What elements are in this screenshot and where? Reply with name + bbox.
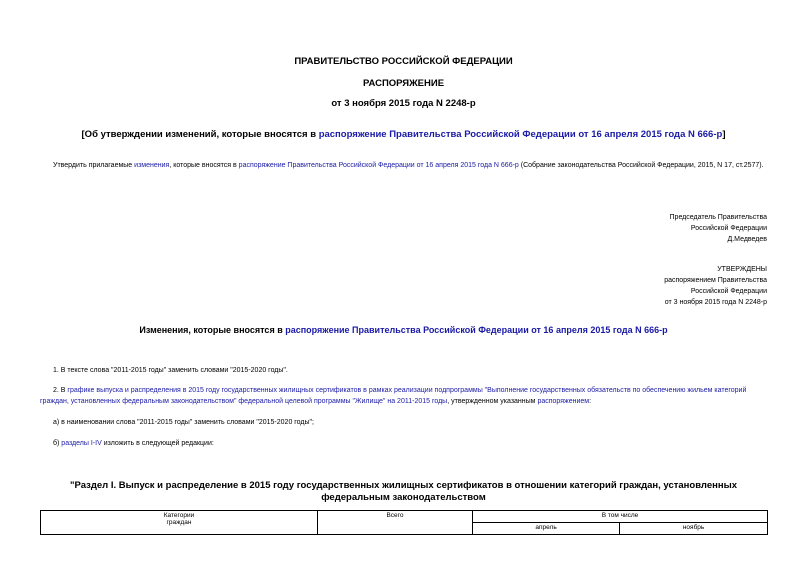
title-link[interactable]: распоряжение Правительства Российской Федерации от 16 апреля 2015 года N 666-р [318,129,723,140]
section-title: "Раздел I. Выпуск и распределение в 2015 году государственных жилищных сертификатов в отношении категорий граждан, установленных федеральным законодательством [70,480,737,503]
approved-block [664,264,767,308]
document-type: РАСПОРЯЖЕНИЕ [362,78,445,89]
item-b-text-2: изложить в следующей редакции: [101,440,214,447]
header-total: Всего [318,511,473,535]
approved-line-2: распоряжением Правительства [664,277,767,284]
item-b-link-sections[interactable]: разделы I-IV [61,440,102,447]
item-a: а) в наименовании слова "2011-2015 годы" заменить словами "2015-2020 годы"; [53,419,314,426]
header-categories [41,511,318,535]
approved-line-1: УТВЕРЖДЕНЫ [717,266,767,273]
header-november: ноябрь [620,523,768,535]
intro-link-changes[interactable]: изменения [134,162,170,169]
header-categories-line-1: Категории [163,512,195,519]
intro-text-1: Утвердить прилагаемые [53,162,135,169]
certificates-table [40,510,768,535]
changes-title-link[interactable]: распоряжение Правительства Российской Федерации от 16 апреля 2015 года N 666-р [285,325,668,335]
intro-paragraph [40,160,767,171]
item-2-text-1: 2. В [53,387,68,394]
signature-line-2: Российской Федерации [690,225,767,232]
government-heading: ПРАВИТЕЛЬСТВО РОССИЙСКОЙ ФЕДЕРАЦИИ [294,56,513,67]
item-b-text-1: б) [53,440,62,447]
item-b [40,438,767,449]
item-2-text-3: : [589,398,592,405]
header-april: апрель [473,523,620,535]
intro-text-2: , которые вносятся в [169,162,239,169]
item-2 [40,385,767,407]
signature-block [670,212,767,245]
title-prefix: [Об утверждении изменений, которые вносятся в [81,129,319,140]
document-title [0,129,807,140]
title-suffix: ] [722,129,726,140]
item-1: 1. В тексте слова "2011-2015 годы" заменить словами "2015-2020 годы". [53,367,288,374]
intro-link-order[interactable]: распоряжение Правительства Российской Федерации от 16 апреля 2015 года N 666-р [238,162,519,169]
approved-line-3: Российской Федерации [690,288,767,295]
approved-line-4: от 3 ноября 2015 года N 2248-р [664,299,767,306]
signature-line-1: Председатель Правительства [669,214,767,221]
signature-line-3: Д.Медведев [727,236,767,243]
changes-title-prefix: Изменения, которые вносятся в [139,325,286,335]
item-2-link-schedule[interactable]: графике выпуска и распределения в 2015 году государственных жилищных сертификатов в рамках реализации подпрограммы "Выполнение государственных обязательств по обеспечению жильем категорий граждан, установленных федеральным законодательством" федеральной целевой программы "Жилище" на 2011-2015 годы [40,387,747,405]
item-2-link-order[interactable]: распоряжением [537,398,590,405]
item-2-text-2: , утвержденном указанным [447,398,538,405]
header-categories-line-2: граждан [166,519,192,526]
intro-text-3: (Собрание законодательства Российской Федерации, 2015, N 17, ст.2577). [518,162,764,169]
header-including: В том числе [473,511,768,523]
changes-title [0,325,807,335]
document-date-number: от 3 ноября 2015 года N 2248-р [331,98,476,109]
